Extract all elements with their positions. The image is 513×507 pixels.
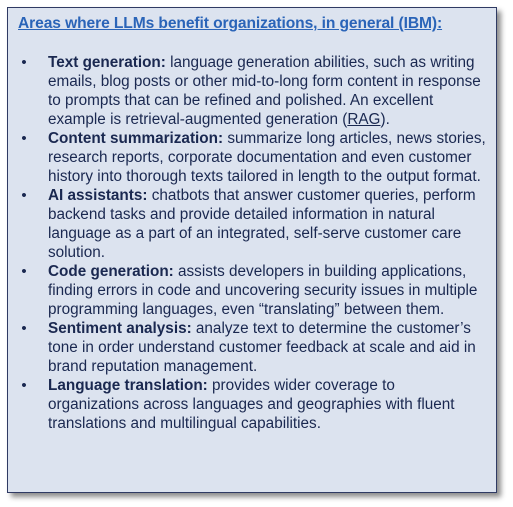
- bullet-icon: •: [21, 54, 27, 71]
- info-card: [7, 7, 497, 493]
- item-term: Sentiment analysis:: [48, 320, 192, 337]
- list-item: [18, 376, 486, 433]
- item-text: assists developers in building applications, finding errors in code and uncovering security issues in multiple programming languages, even “translating” between them.: [48, 263, 478, 318]
- rag-link[interactable]: RAG: [347, 111, 381, 128]
- item-text: summarize long articles, news stories, research reports, corporate documentation and even customer history into thorough texts tailored in length to the output format.: [48, 130, 486, 185]
- item-term: Language translation:: [48, 377, 208, 394]
- item-text: language generation abilities, such as writing emails, blog posts or other mid-to-long form content in response to prompts that can be refined and polished. An excellent example is retrieval-augmented generation (: [48, 54, 481, 128]
- item-text: chatbots that answer customer queries, perform backend tasks and provide detailed information in natural language as a part of an integrated, self-serve customer care solution.: [48, 187, 476, 261]
- bullet-icon: •: [21, 263, 27, 280]
- benefits-list: [18, 53, 486, 433]
- card-title: Areas where LLMs benefit organizations, in general (IBM):: [18, 15, 443, 32]
- item-text: analyze text to determine the customer’s tone in order understand customer feedback at scale and aid in brand reputation management.: [48, 320, 476, 375]
- bullet-icon: •: [21, 130, 27, 147]
- list-item: [18, 186, 486, 262]
- list-item: [18, 129, 486, 186]
- bullet-icon: •: [21, 320, 27, 337]
- item-text-end: ).: [380, 111, 390, 128]
- list-item: [18, 262, 486, 319]
- bullet-icon: •: [21, 377, 27, 394]
- item-term: Code generation:: [48, 263, 174, 280]
- bullet-icon: •: [21, 187, 27, 204]
- item-term: Text generation:: [48, 54, 166, 71]
- item-term: Content summarization:: [48, 130, 224, 147]
- item-text: provides wider coverage to organizations across languages and geographies with fluent translations and multilingual capabilities.: [48, 377, 455, 432]
- list-item: [18, 53, 486, 129]
- item-term: AI assistants:: [48, 187, 148, 204]
- list-item: [18, 319, 486, 376]
